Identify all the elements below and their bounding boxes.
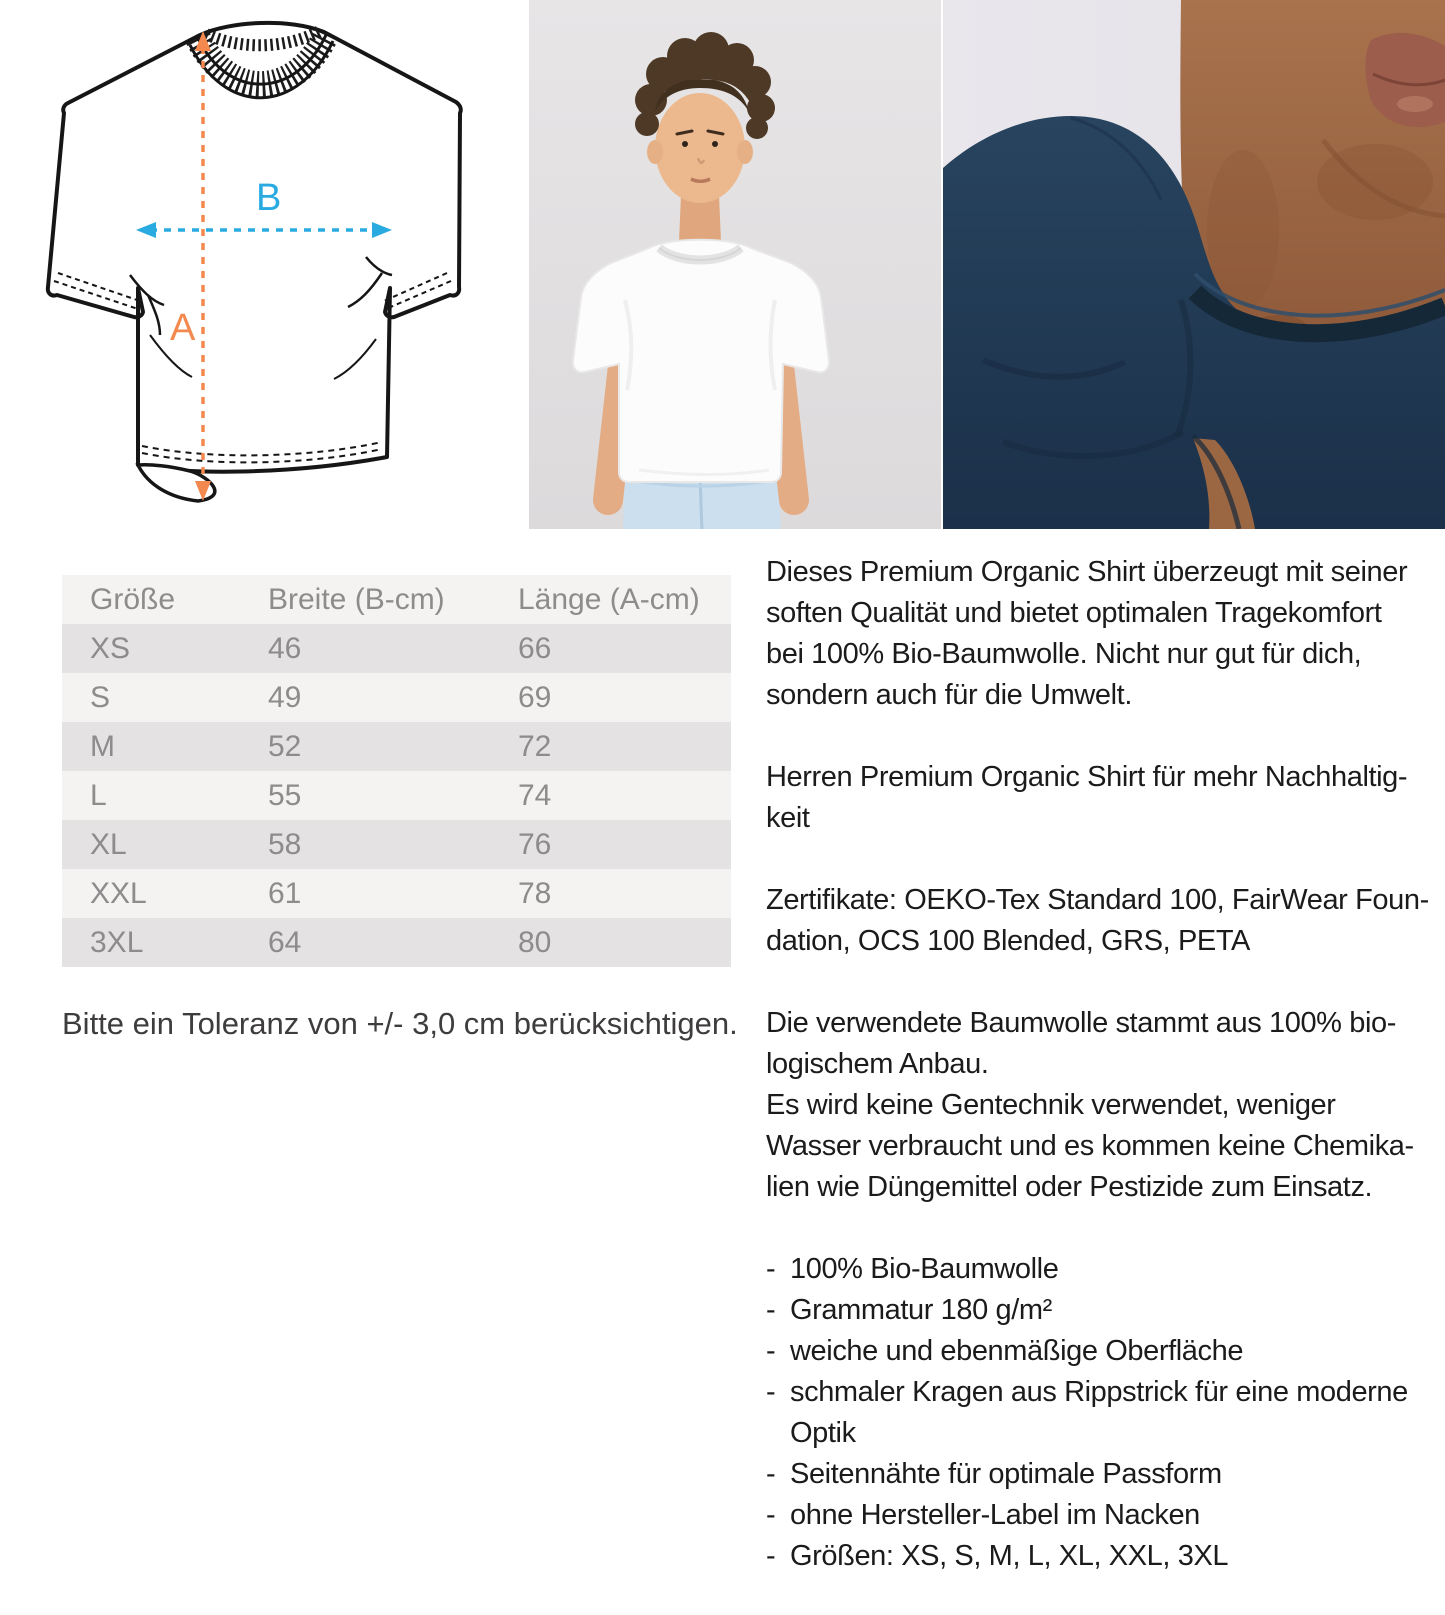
description-paragraph <box>766 552 1445 716</box>
feature-item <box>766 1495 1445 1536</box>
bullet-dash: - <box>766 1294 776 1326</box>
bullet-dash: - <box>766 1335 776 1367</box>
feature-item <box>766 1372 1445 1413</box>
col-header-width: Breite (B-cm) <box>268 582 445 616</box>
detail-photo-navy-shirt <box>943 0 1445 529</box>
tshirt-measurement-diagram <box>30 5 475 510</box>
tshirt-outline-drawing <box>48 23 461 501</box>
text-line: Wasser verbraucht und es kommen keine Chemika- <box>766 1130 1414 1162</box>
bullet-dash: - <box>766 1499 776 1531</box>
cell-size: XS <box>90 631 131 665</box>
product-description <box>766 552 1445 1577</box>
cell-width: 55 <box>268 778 302 812</box>
feature-text: Grammatur 180 g/m² <box>790 1294 1052 1326</box>
feature-text: schmaler Kragen aus Rippstrick für eine moderne <box>790 1376 1408 1408</box>
cell-width: 58 <box>268 827 302 861</box>
cell-size: L <box>90 778 107 812</box>
feature-item <box>766 1536 1445 1577</box>
cell-width: 46 <box>268 631 302 665</box>
description-paragraph <box>766 880 1445 962</box>
cell-size: XXL <box>90 876 147 910</box>
label-b: B <box>256 177 282 219</box>
table-row <box>62 722 731 771</box>
table-row <box>62 624 731 673</box>
text-line: Dieses Premium Organic Shirt überzeugt mit seiner <box>766 556 1408 588</box>
tolerance-note: Bitte ein Toleranz von +/- 3,0 cm berücksichtigen. <box>62 1006 738 1041</box>
feature-list <box>766 1249 1445 1577</box>
table-row <box>62 869 731 918</box>
text-line: Es wird keine Gentechnik verwendet, weniger <box>766 1089 1336 1121</box>
cell-width: 49 <box>268 680 302 714</box>
cell-width: 52 <box>268 729 302 763</box>
text-line: dation, OCS 100 Blended, GRS, PETA <box>766 925 1250 957</box>
feature-item <box>766 1454 1445 1495</box>
feature-text: ohne Hersteller-Label im Nacken <box>790 1499 1200 1531</box>
cell-size: M <box>90 729 115 763</box>
bullet-dash <box>766 1413 790 1454</box>
cell-length: 69 <box>518 680 552 714</box>
text-line: Die verwendete Baumwolle stammt aus 100% bio- <box>766 1007 1396 1039</box>
table-header-row <box>62 575 731 624</box>
feature-text: Optik <box>790 1417 856 1449</box>
feature-item <box>766 1249 1445 1290</box>
text-line: bei 100% Bio-Baumwolle. Nicht nur gut für dich, <box>766 638 1362 670</box>
bullet-dash: - <box>766 1458 776 1490</box>
feature-text: Größen: XS, S, M, L, XL, XXL, 3XL <box>790 1540 1229 1572</box>
feature-text: weiche und ebenmäßige Oberfläche <box>790 1335 1244 1367</box>
bullet-dash: - <box>766 1540 776 1572</box>
text-line: Zertifikate: OEKO-Tex Standard 100, FairWear Foun- <box>766 884 1429 916</box>
col-header-size: Größe <box>90 582 176 616</box>
text-line: soften Qualität und bietet optimalen Tragekomfort <box>766 597 1382 629</box>
table-row <box>62 820 731 869</box>
feature-item-continuation <box>766 1413 1445 1454</box>
cell-length: 80 <box>518 925 552 959</box>
label-a: A <box>170 307 196 349</box>
feature-text: 100% Bio-Baumwolle <box>790 1253 1059 1285</box>
cell-length: 74 <box>518 778 552 812</box>
cell-width: 61 <box>268 876 302 910</box>
cell-length: 78 <box>518 876 552 910</box>
table-row <box>62 673 731 722</box>
description-paragraph <box>766 757 1445 839</box>
col-header-length: Länge (A-cm) <box>518 582 700 616</box>
size-table <box>62 575 731 967</box>
text-line: keit <box>766 802 810 834</box>
cell-length: 72 <box>518 729 552 763</box>
model-photo-white-shirt <box>529 0 941 529</box>
text-line: lien wie Düngemittel oder Pestizide zum Einsatz. <box>766 1171 1373 1203</box>
feature-text: Seitennähte für optimale Passform <box>790 1458 1222 1490</box>
text-line: logischem Anbau. <box>766 1048 989 1080</box>
cell-width: 64 <box>268 925 302 959</box>
cell-length: 76 <box>518 827 552 861</box>
table-row <box>62 918 731 967</box>
cell-size: S <box>90 680 111 714</box>
feature-item <box>766 1290 1445 1331</box>
text-line: Herren Premium Organic Shirt für mehr Nachhaltig- <box>766 761 1408 793</box>
cell-size: XL <box>90 827 127 861</box>
bullet-dash: - <box>766 1253 776 1285</box>
bullet-dash: - <box>766 1376 776 1408</box>
cell-size: 3XL <box>90 925 144 959</box>
table-row <box>62 771 731 820</box>
text-line: sondern auch für die Umwelt. <box>766 679 1132 711</box>
cell-length: 66 <box>518 631 552 665</box>
feature-item <box>766 1331 1445 1372</box>
description-paragraph <box>766 1003 1445 1208</box>
